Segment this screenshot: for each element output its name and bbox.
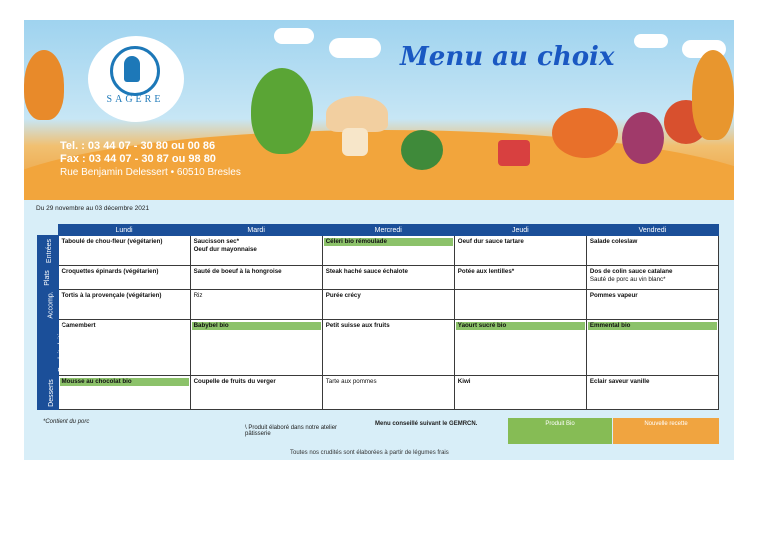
- dish-item: Yaourt sucré bio: [456, 322, 585, 330]
- menu-cell: [58, 320, 190, 376]
- logo-text: SAGERE: [106, 94, 164, 105]
- menu-cell: [586, 376, 718, 410]
- menu-cell: [190, 236, 322, 266]
- menu-cell: [322, 376, 454, 410]
- menu-cell: [586, 236, 718, 266]
- menu-row: [38, 236, 719, 266]
- dish-item: Tortis à la provençale (végétarien): [61, 292, 162, 299]
- menu-cell: [454, 236, 586, 266]
- menu-cell: [454, 266, 586, 290]
- row-label: [38, 236, 59, 266]
- dish-item: Potée aux lentilles*: [457, 268, 515, 275]
- row-label-text: Entrées: [46, 238, 54, 263]
- menu-cell: [190, 290, 322, 320]
- day-header: Jeudi: [454, 225, 586, 236]
- note-atelier: \ Produit élaboré dans notre atelier pâtisserie: [245, 425, 338, 437]
- menu-cell: [322, 236, 454, 266]
- menu-row: [38, 266, 719, 290]
- note-crudites: Toutes nos crudités sont élaborées à partir de légumes frais: [290, 450, 449, 456]
- dish-item: Tarte aux pommes: [325, 378, 377, 385]
- dish-item: Salade coleslaw: [589, 238, 638, 245]
- contact-fax: Fax : 03 44 07 - 30 87 ou 98 80: [60, 153, 216, 165]
- dish-item: Coupelle de fruits du verger: [193, 378, 276, 385]
- cabbage-character-illustration: [401, 130, 443, 170]
- menu-cell: [322, 290, 454, 320]
- row-label-text: Produits laitiers: [57, 323, 65, 372]
- menu-cell: [454, 376, 586, 410]
- day-header: Mardi: [190, 225, 322, 236]
- dish-item: Oeuf dur sauce tartare: [457, 238, 524, 245]
- mushroom-stem-illustration: [342, 128, 368, 156]
- contact-tel: Tel. : 03 44 07 - 30 80 ou 00 86: [60, 140, 216, 152]
- dish-item: Purée crécy: [325, 292, 361, 299]
- cloud-decoration: [634, 34, 668, 48]
- header-banner: [24, 20, 734, 200]
- pear-character-illustration: [251, 68, 313, 154]
- row-label-text: Accomp.: [47, 290, 55, 319]
- contact-block: [60, 140, 241, 179]
- dish-item: Saucisson sec*: [193, 238, 239, 245]
- menu-cell: [454, 290, 586, 320]
- menu-cell: [322, 320, 454, 376]
- dish-item: Sauté de boeuf à la hongroise: [193, 268, 282, 275]
- legend-new-recipe: Nouvelle recette: [613, 418, 719, 444]
- contact-address: Rue Benjamin Delessert • 60510 Bresles: [60, 167, 241, 178]
- menu-cell: [58, 236, 190, 266]
- dish-item: Croquettes épinards (végétarien): [61, 268, 159, 275]
- tree-illustration: [692, 50, 734, 140]
- note-gemrcn: Menu conseillé suivant le GEMRCN.: [375, 421, 478, 427]
- day-header: Lundi: [58, 225, 190, 236]
- menu-cell: [58, 376, 190, 410]
- note-porc: *Contient du porc: [43, 419, 90, 425]
- menu-cell: [190, 266, 322, 290]
- dish-item: Kiwi: [457, 378, 471, 385]
- menu-cell: [58, 266, 190, 290]
- dish-item: Dos de colin sauce catalane: [589, 268, 673, 275]
- menu-period: Du 29 novembre au 03 décembre 2021: [36, 205, 150, 212]
- dish-item: Taboulé de chou-fleur (végétarien): [61, 238, 163, 245]
- day-header: Mercredi: [322, 225, 454, 236]
- logo-figure-icon: [124, 56, 140, 82]
- tractor-illustration: [498, 140, 530, 166]
- dish-item: Emmental bio: [588, 322, 717, 330]
- dish-item: Mousse au chocolat bio: [60, 378, 189, 386]
- dish-item: Oeuf dur mayonnaise: [193, 246, 257, 253]
- dish-item: Riz: [193, 292, 203, 299]
- table-corner: [38, 225, 59, 236]
- dish-item: Sauté de porc au vin blanc*: [589, 276, 666, 283]
- row-label-text: Desserts: [47, 378, 55, 407]
- menu-cell: [586, 290, 718, 320]
- grapes-character-illustration: [622, 112, 664, 164]
- menu-row: [38, 376, 719, 410]
- dish-item: Petit suisse aux fruits: [325, 322, 390, 329]
- cloud-decoration: [329, 38, 381, 58]
- menu-cell: [454, 320, 586, 376]
- menu-cell: [190, 376, 322, 410]
- row-label: [38, 266, 59, 290]
- menu-table: [37, 224, 719, 410]
- dish-item: Babybel bio: [192, 322, 321, 330]
- dish-item: Steak haché sauce échalote: [325, 268, 408, 275]
- dish-item: Céleri bio rémoulade: [324, 238, 453, 246]
- menu-cell: [190, 320, 322, 376]
- menu-row: [38, 320, 719, 376]
- dish-item: Camembert: [61, 322, 96, 329]
- dish-item: Pommes vapeur: [589, 292, 638, 299]
- tree-illustration: [24, 50, 64, 120]
- table-header-row: [38, 225, 719, 236]
- page-title: Menu au choix: [400, 42, 615, 72]
- menu-row: [38, 290, 719, 320]
- legend-bio: Produit Bio: [508, 418, 612, 444]
- row-label: [38, 376, 59, 410]
- menu-cell: [586, 320, 718, 376]
- mushroom-character-illustration: [326, 96, 388, 132]
- menu-cell: [322, 266, 454, 290]
- dish-item: Eclair saveur vanille: [589, 378, 650, 385]
- menu-cell: [58, 290, 190, 320]
- cloud-decoration: [274, 28, 314, 44]
- menu-cell: [586, 266, 718, 290]
- day-header: Vendredi: [586, 225, 718, 236]
- row-label-text: Plats: [43, 269, 51, 286]
- pumpkin-character-illustration: [552, 108, 618, 158]
- row-label: [38, 290, 59, 320]
- row-label: [38, 320, 65, 376]
